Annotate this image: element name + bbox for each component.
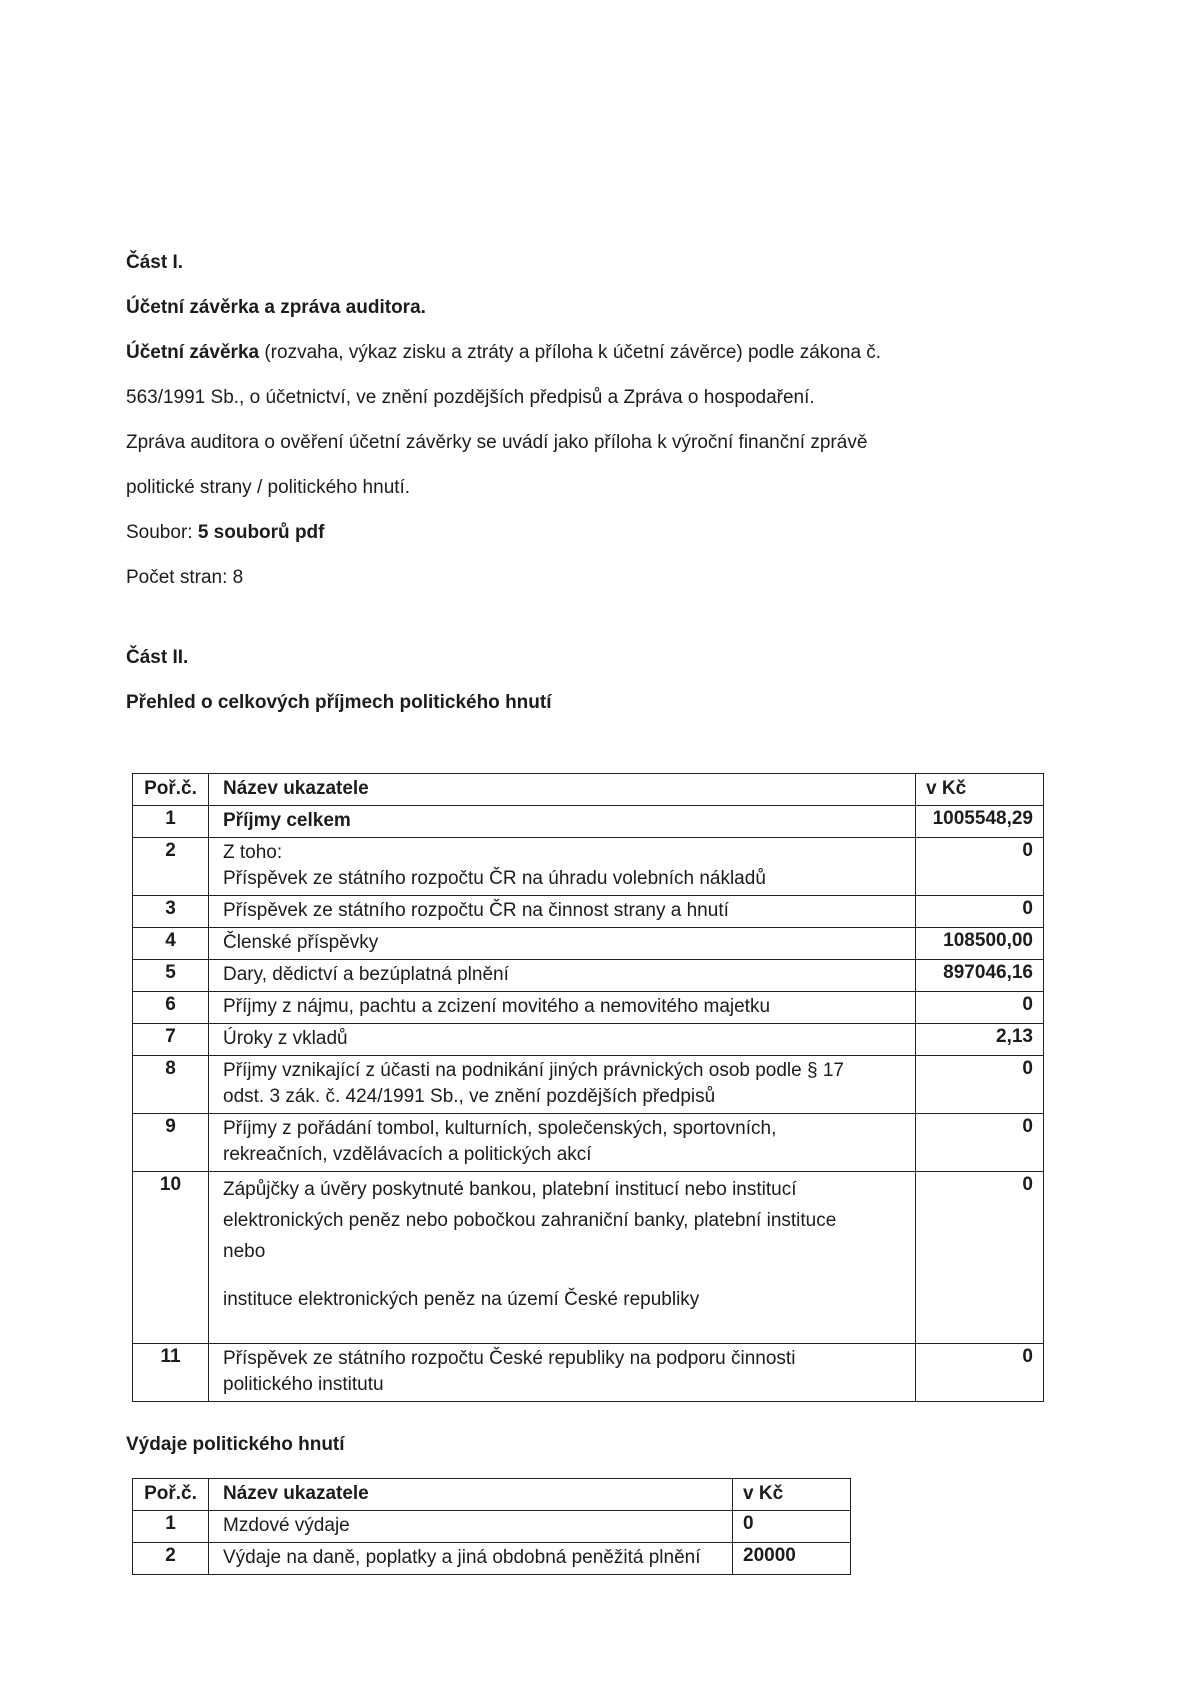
indicator-name (209, 992, 916, 1024)
indicator-name-line: Příjmy vznikající z účasti na podnikání jiných právnických osob podle § 17 (223, 1060, 844, 1081)
row-number: 6 (133, 992, 209, 1024)
indicator-name-line: Členské příspěvky (223, 932, 379, 953)
income-header-value: v Kč (916, 774, 1044, 806)
indicator-name-line: Příspěvek ze státního rozpočtu ČR na úhradu volebních nákladů (223, 868, 766, 889)
row-number: 1 (133, 806, 209, 838)
indicator-name (209, 1543, 733, 1575)
expense-section-title: Výdaje politického hnutí (126, 1434, 345, 1455)
expense-header-value: v Kč (733, 1479, 851, 1511)
indicator-name-line: Výdaje na daně, poplatky a jiná obdobná peněžitá plnění (223, 1547, 701, 1568)
indicator-name-line: Mzdové výdaje (223, 1515, 350, 1536)
document-content (126, 240, 1086, 1575)
income-table-header-row (133, 774, 1044, 806)
indicator-value: 0 (916, 1172, 1044, 1344)
row-number: 1 (133, 1511, 209, 1543)
part1-heading: Část I. (126, 252, 184, 273)
indicator-value: 897046,16 (916, 960, 1044, 992)
row-number: 7 (133, 1024, 209, 1056)
indicator-name (209, 1344, 916, 1402)
paragraph2-line1: Zpráva auditora o ověření účetní závěrky se uvádí jako příloha k výroční finanční zprávě (126, 432, 868, 453)
table-row (133, 1056, 1044, 1114)
indicator-value: 0 (916, 838, 1044, 896)
indicator-name (209, 838, 916, 896)
table-row (133, 1344, 1044, 1402)
part1-subheading: Účetní závěrka a zpráva auditora. (126, 297, 426, 318)
indicator-name (209, 1024, 916, 1056)
indicator-name (209, 1172, 916, 1344)
table-row (133, 838, 1044, 896)
indicator-value: 1005548,29 (916, 806, 1044, 838)
indicator-name-line: Zápůjčky a úvěry poskytnuté bankou, platební institucí nebo institucí (223, 1179, 797, 1200)
paragraph1-line1 (126, 330, 1086, 375)
income-header-name: Název ukazatele (209, 774, 916, 806)
indicator-name (209, 928, 916, 960)
row-number: 11 (133, 1344, 209, 1402)
table-row (133, 896, 1044, 928)
table-row (133, 1543, 851, 1575)
expense-table (132, 1478, 851, 1575)
table-row (133, 1114, 1044, 1172)
row-number: 4 (133, 928, 209, 960)
pages-line: Počet stran: 8 (126, 567, 244, 588)
indicator-value: 0 (916, 896, 1044, 928)
income-table (132, 773, 1044, 1402)
file-label: Soubor: (126, 522, 198, 543)
indicator-value: 20000 (733, 1543, 851, 1575)
indicator-value: 0 (916, 1114, 1044, 1172)
row-number: 3 (133, 896, 209, 928)
indicator-value: 0 (916, 1056, 1044, 1114)
indicator-value: 0 (916, 1344, 1044, 1402)
indicator-name-line: Příjmy celkem (223, 810, 351, 831)
indicator-name-line: Příspěvek ze státního rozpočtu České republiky na podporu činnosti (223, 1348, 796, 1369)
table-row (133, 992, 1044, 1024)
expense-header-name: Název ukazatele (209, 1479, 733, 1511)
indicator-value: 2,13 (916, 1024, 1044, 1056)
paragraph1-bold-lead: Účetní závěrka (126, 342, 260, 363)
table-row (133, 960, 1044, 992)
income-section-title: Přehled o celkových příjmech politického hnutí (126, 692, 552, 713)
table-row (133, 1511, 851, 1543)
expense-table-header-row (133, 1479, 851, 1511)
indicator-name-line: instituce elektronických peněz na území České republiky (223, 1289, 700, 1310)
paragraph1-line2: 563/1991 Sb., o účetnictví, ve znění pozdějších předpisů a Zpráva o hospodaření. (126, 387, 815, 408)
table-row (133, 806, 1044, 838)
table-row (133, 928, 1044, 960)
indicator-value: 108500,00 (916, 928, 1044, 960)
indicator-name-line: nebo (223, 1241, 266, 1262)
indicator-name (209, 1511, 733, 1543)
indicator-name (209, 806, 916, 838)
income-header-num: Poř.č. (133, 774, 209, 806)
indicator-name-line: Příjmy z pořádání tombol, kulturních, společenských, sportovních, (223, 1118, 777, 1139)
file-line (126, 510, 1086, 555)
table-row (133, 1024, 1044, 1056)
indicator-name (209, 1114, 916, 1172)
indicator-name-line (223, 1267, 907, 1284)
indicator-name-line: Dary, dědictví a bezúplatná plnění (223, 964, 509, 985)
indicator-name (209, 960, 916, 992)
row-number: 2 (133, 1543, 209, 1575)
row-number: 10 (133, 1172, 209, 1344)
indicator-name-line: Příspěvek ze státního rozpočtu ČR na činnost strany a hnutí (223, 900, 729, 921)
indicator-name-line: odst. 3 zák. č. 424/1991 Sb., ve znění pozdějších předpisů (223, 1086, 716, 1107)
indicator-name-line: politického institutu (223, 1374, 384, 1395)
row-number: 9 (133, 1114, 209, 1172)
indicator-name-line: Příjmy z nájmu, pachtu a zcizení movitého a nemovitého majetku (223, 996, 771, 1017)
table-row (133, 1172, 1044, 1344)
row-number: 8 (133, 1056, 209, 1114)
part2-section (126, 635, 1086, 1575)
indicator-name-line: elektronických peněz nebo pobočkou zahraniční banky, platební instituce (223, 1210, 837, 1231)
indicator-name (209, 1056, 916, 1114)
paragraph2-line2: politické strany / politického hnutí. (126, 477, 411, 498)
row-number: 5 (133, 960, 209, 992)
indicator-name (209, 896, 916, 928)
indicator-name-line: rekreačních, vzdělávacích a politických akcí (223, 1144, 592, 1165)
file-value: 5 souborů pdf (197, 522, 325, 543)
paragraph1-line1-rest: (rozvaha, výkaz zisku a ztráty a příloha k účetní závěrce) podle zákona č. (259, 342, 882, 363)
row-number: 2 (133, 838, 209, 896)
part2-heading: Část II. (126, 647, 189, 668)
indicator-name-line: Úroky z vkladů (223, 1028, 348, 1049)
indicator-value: 0 (916, 992, 1044, 1024)
indicator-name-line: Z toho: (223, 842, 283, 863)
indicator-value: 0 (733, 1511, 851, 1543)
expense-header-num: Poř.č. (133, 1479, 209, 1511)
